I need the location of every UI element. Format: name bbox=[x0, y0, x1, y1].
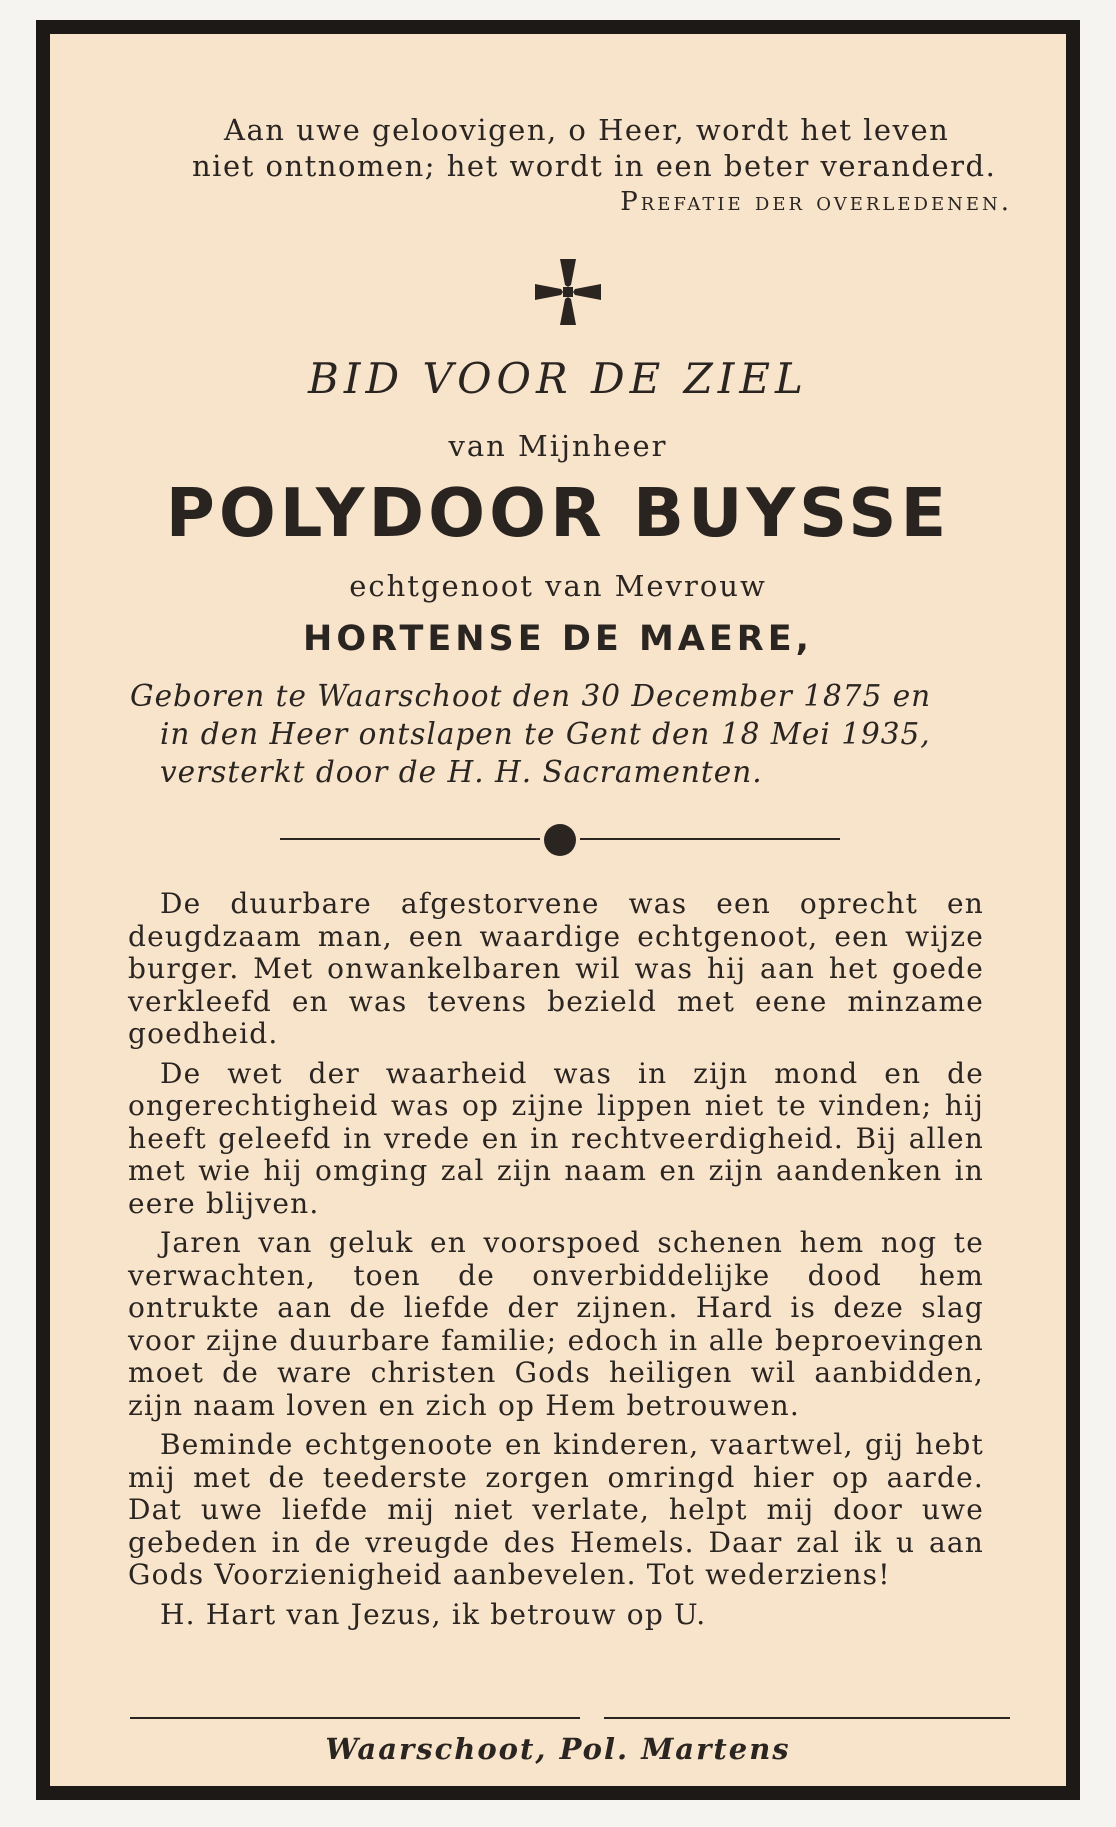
life-dates bbox=[130, 677, 1010, 791]
dates-line-2: in den Heer ontslapen te Gent den 18 Mei 1935, bbox=[160, 717, 931, 751]
eulogy-paragraph-3: Jaren van geluk en voorspoed schenen hem nog te verwachten, toen de onverbiddelijke dood hem ontrukte aan de liefde der zijnen. Hard is deze slag voor zijne duurbare familie; edoch in alle beproevingen moet de ware christen Gods heiligen wil aanbidden, zijn naam loven en zich op Hem betrouwen. bbox=[128, 1226, 984, 1422]
memorial-card bbox=[36, 20, 1080, 1800]
epigraph bbox=[140, 112, 1020, 220]
printer-imprint: Waarschoot, Pol. Martens bbox=[325, 1732, 791, 1766]
cross-pattee-icon bbox=[533, 257, 603, 327]
footer-rule-right bbox=[604, 1717, 1010, 1719]
spouse-prefix: echtgenoot van Mevrouw bbox=[349, 569, 767, 603]
dates-line-1: Geboren te Waarschoot den 30 December 1875 en bbox=[130, 679, 932, 713]
epigraph-line-2: niet ontnomen; het wordt in een beter veranderd. bbox=[192, 149, 997, 183]
card-paper bbox=[50, 34, 1066, 1786]
eulogy-text bbox=[128, 888, 984, 1638]
divider-line-left bbox=[280, 838, 540, 840]
closing-invocation: H. Hart van Jezus, ik betrouw op U. bbox=[160, 1597, 707, 1631]
eulogy-paragraph-2: De wet der waarheid was in zijn mond en de ongerechtigheid was op zijne lippen niet te vinden; hij heeft geleefd in vrede en in rechtveerdigheid. Bij allen met wie hij omging zal zijn naam en zijn aandenken in eere blijven. bbox=[128, 1056, 984, 1220]
epigraph-source: Prefatie der overledenen. bbox=[620, 187, 1012, 217]
divider-line-right bbox=[580, 838, 840, 840]
title-prefix: van Mijnheer bbox=[448, 429, 668, 463]
dates-line-3: versterkt door de H. H. Sacramenten. bbox=[160, 755, 763, 789]
footer-rule-left bbox=[130, 1717, 580, 1719]
deceased-name: POLYDOOR BUYSSE bbox=[165, 474, 951, 552]
eulogy-paragraph-4: Beminde echtgenoote en kinderen, vaartwel, gij hebt mij met de teederste zorgen omringd hier op aarde. Dat uwe liefde mij niet verlate, helpt mij door uwe gebeden in de vreugde des Hemels. Daar zal ik u aan Gods Voorzienigheid aanbevelen. Tot wederziens! bbox=[128, 1428, 984, 1591]
epigraph-line-1: Aan uwe geloovigen, o Heer, wordt het leven bbox=[224, 113, 950, 147]
ornamental-divider bbox=[280, 824, 840, 854]
prayer-heading: BID VOOR DE ZIEL bbox=[308, 354, 808, 403]
spouse-name: HORTENSE DE MAERE, bbox=[303, 619, 813, 659]
eulogy-paragraph-1: De duurbare afgestorvene was een oprecht en deugdzaam man, een waardige echtgenoot, een wijze burger. Met onwankelbaren wil was hij aan het goede verkleefd en was tevens bezield met eene minzame goedheid. bbox=[128, 887, 984, 1050]
filled-circle-icon bbox=[544, 824, 576, 856]
